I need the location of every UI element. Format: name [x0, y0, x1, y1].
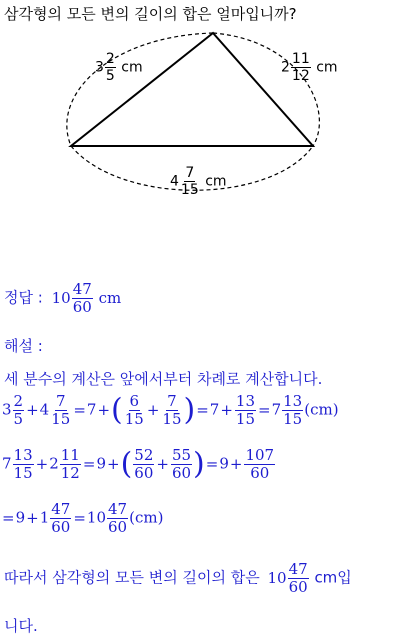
- eq2-b-den: 12: [60, 464, 80, 482]
- right-side-fraction: [291, 52, 311, 83]
- eq2-e-fraction: [171, 448, 192, 481]
- explanation-label: 해설 :: [4, 337, 43, 355]
- eq1-g-fraction: [282, 394, 303, 427]
- eq3-a-whole: 1: [39, 508, 50, 527]
- eq3-unit: (cm): [129, 508, 164, 527]
- conclusion-text: 따라서 삼각형의 모든 변의 길이의 합은: [4, 568, 260, 587]
- bottom-side-unit: cm: [205, 173, 227, 190]
- explanation-intro: 세 분수의 계산은 앞에서부터 차례로 계산합니다.: [4, 370, 323, 388]
- eq1-r2: 7: [209, 400, 220, 419]
- answer-numerator: 47: [72, 280, 92, 298]
- eq1-f-num: 13: [235, 392, 256, 410]
- eq2-e-num: 55: [171, 446, 192, 464]
- eq1-c-den: 15: [124, 410, 144, 428]
- eq1-c-num: 6: [129, 392, 140, 410]
- conclusion-unit: cm입: [314, 568, 352, 587]
- answer-unit: cm: [98, 288, 122, 307]
- equation-2: 7 $\frac{13}{15}$ +2 $\frac{11}{12}$ =9+( $\frac{52}{60}$ + $\frac{55}{60}$ )=9+ $\frac{107}{60}$: [2, 446, 275, 482]
- eq2-a-whole: 7: [2, 454, 12, 473]
- eq2-a-fraction: [13, 448, 34, 481]
- eq1-a-whole: 3: [2, 400, 12, 419]
- eq3-b-num: 47: [108, 500, 128, 518]
- eq3-b-den: 60: [108, 518, 128, 536]
- conclusion-whole: 10: [267, 568, 287, 587]
- conclusion-end: 니다.: [4, 617, 38, 635]
- bottom-side-fraction: [180, 166, 200, 197]
- eq1-b-whole: 4: [39, 400, 50, 419]
- eq3-b-whole: 10: [86, 508, 107, 527]
- eq2-f-fraction: [244, 448, 275, 481]
- eq3-a-fraction: [50, 502, 71, 535]
- eq1-unit: (cm): [304, 400, 339, 419]
- left-side-whole: 3: [95, 59, 104, 76]
- eq2-r2: 9: [219, 454, 229, 473]
- left-side-unit: cm: [121, 59, 143, 76]
- answer-label: 정답 :: [4, 288, 43, 307]
- eq2-b-num: 11: [60, 446, 80, 464]
- bottom-side-denominator: 15: [180, 182, 199, 198]
- answer-fraction: [72, 282, 93, 315]
- bottom-side-label: [170, 166, 227, 197]
- eq2-r1: 9: [96, 454, 106, 473]
- eq1-e-fraction: [161, 394, 182, 427]
- answer-denominator: 60: [72, 298, 92, 316]
- eq2-c-num: 52: [134, 446, 154, 464]
- left-side-fraction: [105, 52, 116, 83]
- eq2-a-num: 13: [13, 446, 33, 464]
- right-side-denominator: 12: [291, 68, 310, 84]
- question-text: 삼각형의 모든 변의 길이의 합은 얼마입니까?: [4, 5, 297, 23]
- eq1-e-num: 7: [167, 392, 177, 410]
- eq2-f-num: 107: [245, 446, 275, 464]
- eq2-b-fraction: [60, 448, 81, 481]
- left-side-denominator: 5: [105, 68, 115, 84]
- eq1-c-fraction: [124, 394, 145, 427]
- eq3-b-fraction: [107, 502, 128, 535]
- eq1-b-den: 15: [51, 410, 71, 428]
- equation-1: 3 $\frac{2}{5}$ +4 $\frac{7}{15}$ =7+( $\frac{6}{15}$ + $\frac{7}{15}$ )=7+ $\frac{13}{15}$ =7 $\frac{13}{15}$ (cm): [2, 392, 339, 428]
- eq2-b-whole: 2: [49, 454, 59, 473]
- right-side-whole: 2: [281, 59, 290, 76]
- eq2-a-den: 15: [13, 464, 33, 482]
- eq3-a-den: 60: [51, 518, 71, 536]
- eq1-a-fraction: [13, 394, 25, 427]
- bottom-side-numerator: 7: [185, 165, 195, 181]
- eq2-c-den: 60: [134, 464, 154, 482]
- eq1-r1: 7: [86, 400, 97, 419]
- conclusion-line: [4, 562, 352, 595]
- eq1-f-fraction: [235, 394, 256, 427]
- eq1-b-fraction: [50, 394, 71, 427]
- conclusion-num: 47: [288, 560, 308, 578]
- eq3-r1: 9: [15, 508, 26, 527]
- answer-line: [4, 282, 121, 315]
- eq2-f-den: 60: [250, 464, 270, 482]
- bottom-side-whole: 4: [170, 173, 179, 190]
- answer-whole: 10: [51, 288, 71, 307]
- eq1-e-den: 15: [162, 410, 182, 428]
- conclusion-fraction: [288, 562, 309, 595]
- left-side-numerator: 2: [105, 51, 115, 67]
- right-side-unit: cm: [316, 59, 338, 76]
- eq2-c-fraction: [133, 448, 154, 481]
- eq1-f-den: 15: [235, 410, 256, 428]
- eq1-g-num: 13: [283, 392, 303, 410]
- eq3-a-num: 47: [51, 500, 71, 518]
- eq1-a-den: 5: [13, 410, 24, 428]
- eq1-b-num: 7: [55, 392, 66, 410]
- right-side-numerator: 11: [291, 51, 310, 67]
- eq2-e-den: 60: [171, 464, 192, 482]
- right-side-label: [281, 52, 338, 83]
- conclusion-den: 60: [288, 578, 308, 596]
- eq1-a-num: 2: [13, 392, 24, 410]
- equation-3: =9+1 $\frac{47}{60}$ =10 $\frac{47}{60}$ (cm): [2, 500, 164, 536]
- eq1-g-den: 15: [283, 410, 303, 428]
- triangle: [71, 33, 313, 146]
- eq1-g-whole: 7: [271, 400, 282, 419]
- left-side-label: [95, 52, 143, 83]
